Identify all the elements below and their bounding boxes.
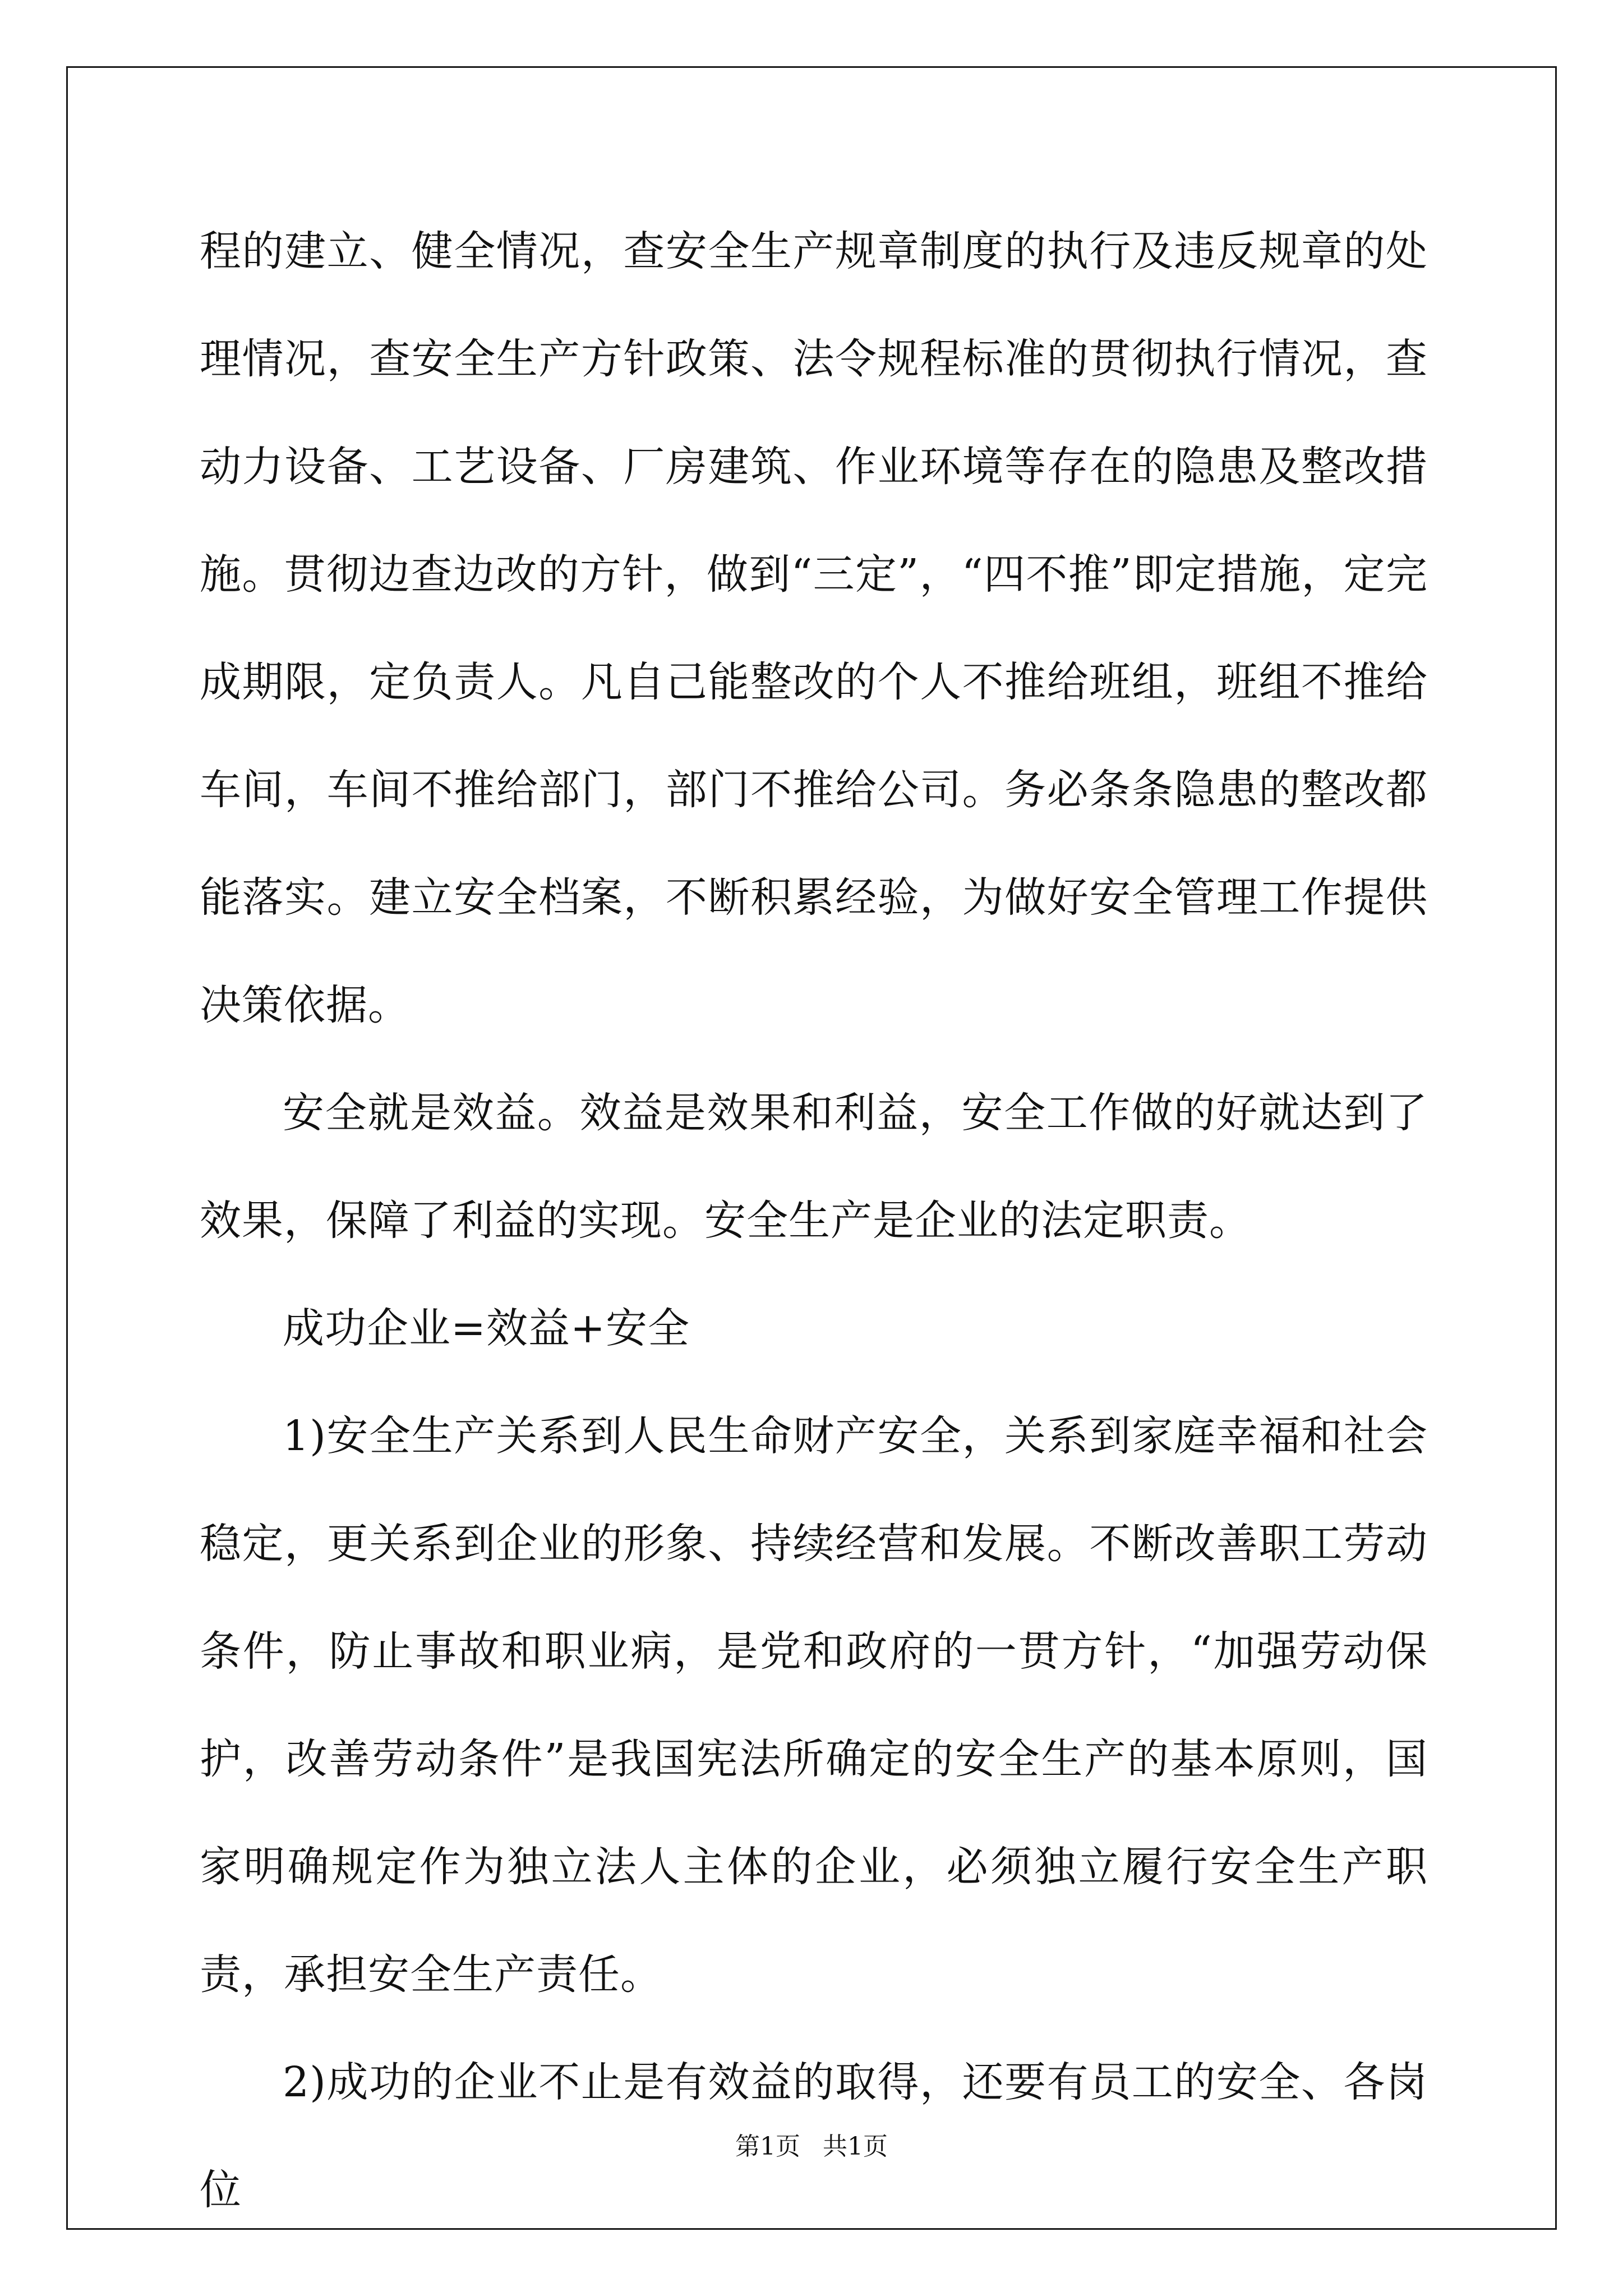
paragraph-5: 2)成功的企业不止是有效益的取得，还要有员工的安全、各岗位 <box>200 2058 1428 2214</box>
page-number-current: 第1页 <box>735 2132 800 2161</box>
paragraph-4: 1)安全生产关系到人民生命财产安全，关系到家庭幸福和社会稳定，更关系到企业的形象、持续经营和发展。不断改善职工劳动条件，防止事故和职业病，是党和政府的一贯方针，“加强劳动保护，改善劳动条件”是我国宪法所确定的安全生产的基本原则，国家明确规定作为独立法人主体的企业，必须独立履行安全生产职责，承担安全生产责任。 <box>200 1412 1428 1999</box>
paragraph-1: 程的建立、健全情况，查安全生产规章制度的执行及违反规章的处理情况，查安全生产方针政策、法令规程标准的贯彻执行情况，查动力设备、工艺设备、厂房建筑、作业环境等存在的隐患及整改措施。贯彻边查边改的方针，做到“三定”，“四不推”即定措施，定完成期限，定负责人。凡自己能整改的个人不推给班组，班组不推给车间，车间不推给部门，部门不推给公司。务必条条隐患的整改都能落实。建立安全档案，不断积累经验，为做好安全管理工作提供决策依据。 <box>200 227 1428 1029</box>
document-body <box>200 197 1428 2244</box>
paragraph-2: 安全就是效益。效益是效果和利益，安全工作做的好就达到了效果，保障了利益的实现。安全生产是企业的法定职责。 <box>200 1089 1428 1245</box>
paragraph-3: 成功企业=效益+安全 <box>283 1304 690 1352</box>
page-footer <box>0 2126 1623 2162</box>
page-number-total: 共1页 <box>823 2132 888 2161</box>
